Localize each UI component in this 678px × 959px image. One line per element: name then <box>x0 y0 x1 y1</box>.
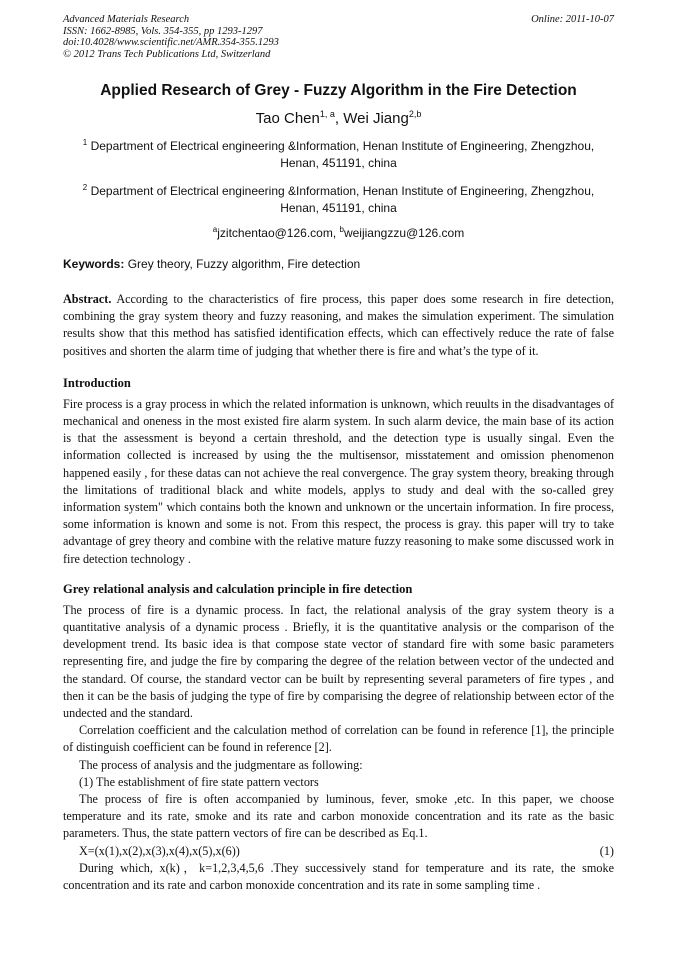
affiliation-1-num: 1 <box>82 138 88 147</box>
email-line <box>63 225 614 240</box>
email-a-sup: a <box>212 225 218 234</box>
author-2-sup: 2,b <box>408 109 422 119</box>
abstract <box>63 291 614 360</box>
keywords <box>63 257 614 271</box>
affiliation-2-num: 2 <box>82 183 88 192</box>
affiliation-1-text: Department of Electrical engineering &Information, Henan Institute of Engineering, Zhengzhou, Henan, 451191, china <box>90 139 595 170</box>
paper-title: Applied Research of Grey - Fuzzy Algorithm in the Fire Detection <box>100 82 577 99</box>
author-1-sup: 1, a <box>319 109 335 119</box>
paper-page <box>63 14 614 894</box>
section2-paragraph-5: The process of fire is often accompanied by luminous, fever, smoke ,etc. In this paper, we choose temperature and its rate, smoke and its rate and carbon monoxide concentration and its rate as the basic parameters. Thus, the state pattern vectors of fire can be described as Eq.1. <box>63 792 614 841</box>
section-heading-grey-relational: Grey relational analysis and calculation principle in fire detection <box>63 581 413 596</box>
author-separator: , <box>334 110 344 127</box>
issn-line: ISSN: 1662-8985, Vols. 354-355, pp 1293-1297 <box>63 25 263 37</box>
intro-paragraph: Fire process is a gray process in which the related information is unknown, which reuults in the disadvantages of mechanical and oneness in the most existed fire alarm system. In such alarm device, the main base of its action is that the assessment is beyond a certain threshold, and the detection type is usually singal. Even the information collected is increased by using the the multisensor, misstatement and omission phenomenon happened easily , for these datas can not achieve the real convergence. The gray system theory, breaking through the limitations of traditional black and white models, applys to study and deal with the so-called grey information system" which contains both the known and unknown or the uncertain information. In fire process, some information is known and some is not. From this respect, the process is gray. this paper will try to take advantage of grey theory and combine with the relative mature fuzzy reasoning to make some discussed work in fire detection technology . <box>63 396 614 566</box>
author-line <box>63 109 614 127</box>
journal-header <box>63 14 614 60</box>
author-2: Wei Jiang <box>343 110 409 127</box>
author-1: Tao Chen <box>255 110 320 127</box>
equation-1-text: X=(x(1),x(2),x(3),x(4),x(5),x(6)) <box>79 843 240 858</box>
online-date: Online: 2011-10-07 <box>531 14 614 25</box>
section2-paragraph-4: (1) The establishment of fire state pattern vectors <box>79 774 319 789</box>
affiliation-2-text: Department of Electrical engineering &Information, Henan Institute of Engineering, Zhengzhou, Henan, 451191, china <box>90 184 595 215</box>
email-b-sup: b <box>339 225 344 234</box>
affiliation-2 <box>63 179 614 217</box>
abstract-text: According to the characteristics of fire process, this paper does some research in fire detection, combining the gray system theory and fuzzy reasoning, and makes the simulation experiment. The simulation results show that this method has satisfied identification effects, which can effectively reduce the rate of false positives and shorten the alarm time of judging that whether there is fire and what’s the type of it. <box>63 292 614 358</box>
copyright-line: © 2012 Trans Tech Publications Ltd, Switzerland <box>63 48 271 60</box>
journal-name: Advanced Materials Research <box>63 14 190 25</box>
section2-paragraph-1: The process of fire is a dynamic process. In fact, the relational analysis of the gray system theory is a quantitative analysis of a dynamic process . Briefly, it is the quantitative analysis or the comparison of the development trend. Its basic idea is that compose state vector of standard fire with some basic parameters representing fire, and judge the fire by comparing the degree of the relation between vector of the undected and the standard. Of course, the standard vector can be built by representing several parameters of fire types , and then it can be the basis of judging the type of fire by comparising the degree of relationship between ector of the undected and the standard. <box>63 602 614 721</box>
abstract-label: Abstract. <box>63 292 112 306</box>
section-heading-introduction: Introduction <box>63 375 131 390</box>
equation-1-number: (1) <box>599 843 614 858</box>
keywords-label: Keywords: <box>63 257 125 271</box>
keywords-text: Grey theory, Fuzzy algorithm, Fire detection <box>127 257 361 271</box>
email-a[interactable]: jzitchentao@126.com, <box>217 226 340 240</box>
doi-line: doi:10.4028/www.scientific.net/AMR.354-355.1293 <box>63 37 279 48</box>
section2-paragraph-2: Correlation coefficient and the calculation method of correlation can be found in reference [1], the principle of distinguish coefficient can be found in reference [2]. <box>63 723 614 755</box>
equation-1 <box>63 843 614 860</box>
email-b[interactable]: weijiangzzu@126.com <box>343 226 465 240</box>
section2-paragraph-6: During which, x(k)，k=1,2,3,4,5,6 .They successively stand for temperature and its rate, the smoke concentration and its rate and carbon monoxide concentration and its rate in some sampling time . <box>63 860 614 893</box>
section2-paragraph-3: The process of analysis and the judgmentare as following: <box>79 757 363 772</box>
affiliation-1 <box>63 134 614 172</box>
